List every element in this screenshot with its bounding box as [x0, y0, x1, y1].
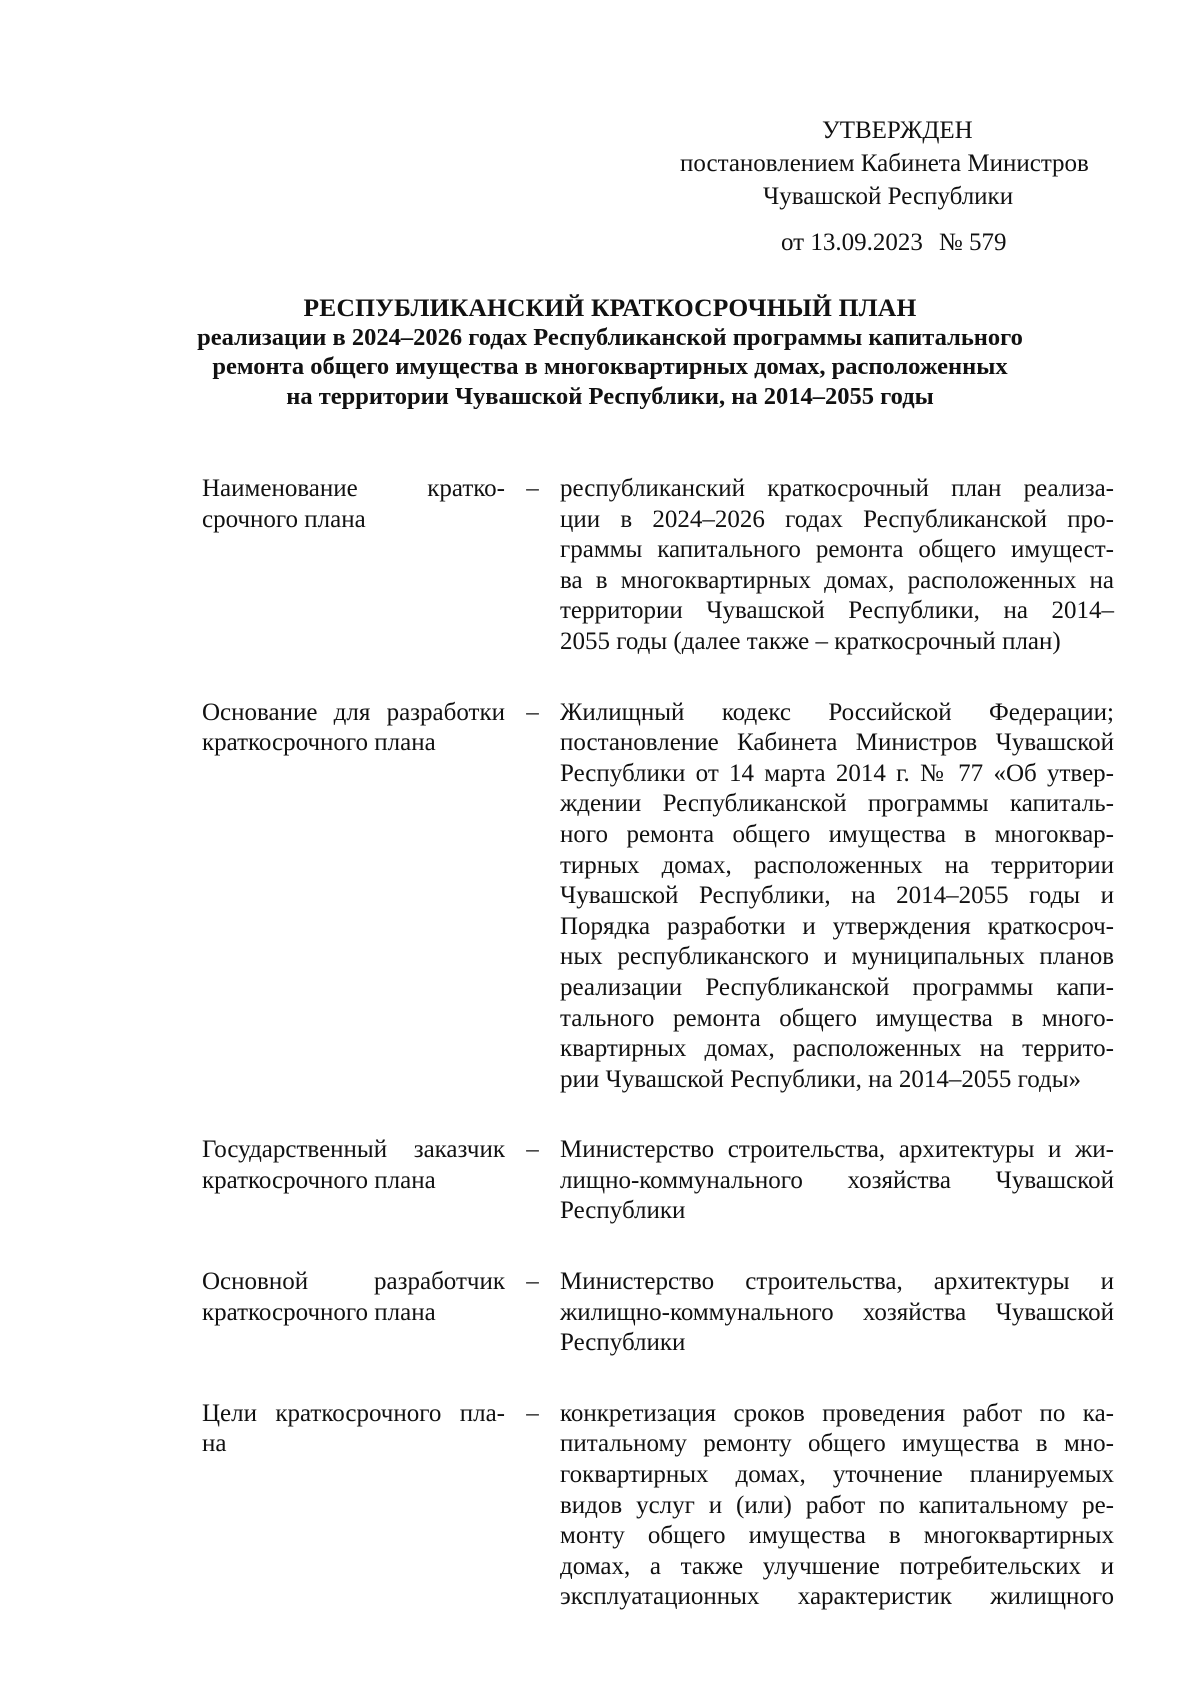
approval-date: от 13.09.2023 [781, 229, 923, 256]
description-line: рии Чувашской Республики, на 2014–2055 годы» [560, 1065, 1081, 1093]
passport-row-description [560, 474, 1114, 658]
passport-row-description [560, 698, 1114, 1096]
approval-stamp [680, 114, 1120, 259]
description-line: ции в 2024–2026 годах Республиканской про- [560, 505, 1114, 533]
description-line: территории Чувашской Республики, на 2014– [560, 597, 1114, 625]
passport-row-dash: – [526, 475, 539, 502]
description-line: питальному ремонту общего имущества в мно- [560, 1430, 1114, 1458]
passport-row-description [560, 1399, 1114, 1613]
passport-row-label [202, 1399, 505, 1460]
description-line: ного ремонта общего имущества в многоквар- [560, 820, 1114, 848]
passport-row [202, 698, 1114, 1096]
label-line: Основание для разработки [202, 698, 505, 726]
passport-row [202, 1399, 1114, 1613]
description-line: Жилищный кодекс Российской Федерации; [560, 698, 1114, 726]
label-line: Цели краткосрочного пла- [202, 1399, 505, 1427]
passport-row-description [560, 1135, 1114, 1227]
approval-number: № 579 [938, 229, 1007, 256]
description-line: реализации Республиканской программы капи- [560, 973, 1114, 1001]
description-line: Министерство строительства, архитектуры и [560, 1268, 1114, 1296]
description-line: эксплуатационных характеристик жилищного [560, 1583, 1114, 1611]
title-line-4: на территории Чувашской Республики, на 2014–2055 годы [286, 382, 934, 410]
label-line: Государственный заказчик [202, 1136, 505, 1164]
description-line: жилищно-коммунального хозяйства Чувашской [560, 1298, 1114, 1326]
passport-row-dash: – [526, 698, 539, 726]
document-title [150, 293, 1070, 411]
description-line: граммы капитального ремонта общего имущест- [560, 536, 1114, 564]
title-line-3: ремонта общего имущества в многоквартирных домах, расположенных [212, 353, 1008, 380]
passport-row-dash: – [526, 1268, 539, 1296]
passport-row-label [202, 474, 505, 535]
description-line: Министерство строительства, архитектуры и жи- [560, 1136, 1114, 1164]
passport-row-description [560, 1267, 1114, 1359]
description-line: тирных домах, расположенных на территории [560, 851, 1114, 879]
description-line: 2055 годы (далее также – краткосрочный план) [560, 627, 1061, 655]
passport-row [202, 1267, 1114, 1359]
description-line: Республики [560, 1197, 686, 1225]
description-line: тального ремонта общего имущества в много- [560, 1004, 1114, 1032]
label-line: срочного плана [202, 505, 366, 533]
description-line: Республики от 14 марта 2014 г. № 77 «Об утвер- [560, 759, 1114, 787]
description-line: ва в многоквартирных домах, расположенных на [560, 566, 1114, 594]
passport-row [202, 474, 1114, 658]
label-line: Основной разработчик [202, 1268, 505, 1296]
description-line: домах, а также улучшение потребительских и [560, 1552, 1114, 1580]
approval-date-number [680, 226, 1120, 259]
description-line: постановление Кабинета Министров Чувашской [560, 729, 1114, 757]
passport-row-dash: – [526, 1136, 539, 1164]
label-line: краткосрочного плана [202, 1298, 436, 1326]
plan-passport-table [202, 474, 1114, 1613]
description-line: конкретизация сроков проведения работ по ка- [560, 1399, 1114, 1427]
description-line: ждении Республиканской программы капиталь- [560, 790, 1114, 818]
description-line: квартирных домах, расположенных на террито- [560, 1035, 1114, 1063]
title-line-1: РЕСПУБЛИКАНСКИЙ КРАТКОСРОЧНЫЙ ПЛАН [303, 293, 917, 322]
approval-republic: Чувашской Республики [763, 183, 1014, 210]
approval-authority: постановлением Кабинета Министров [680, 150, 1089, 177]
passport-row-label [202, 1267, 505, 1328]
description-line: видов услуг и (или) работ по капитальному ре- [560, 1491, 1114, 1519]
passport-row-label [202, 698, 505, 759]
passport-row-dash: – [526, 1399, 539, 1427]
title-line-2: реализации в 2024–2026 годах Республиканской программы капитального [197, 323, 1023, 351]
label-line: краткосрочного плана [202, 729, 436, 757]
approval-heading: УТВЕРЖДЕН [822, 117, 973, 144]
label-line: Наименование кратко- [202, 475, 505, 502]
label-line: краткосрочного плана [202, 1166, 436, 1194]
description-line: республиканский краткосрочный план реализа- [560, 475, 1114, 502]
description-line: монту общего имущества в многоквартирных [560, 1522, 1114, 1550]
label-line: на [202, 1430, 227, 1458]
passport-row [202, 1135, 1114, 1227]
description-line: Чувашской Республики, на 2014–2055 годы и [560, 882, 1114, 910]
description-line: Порядка разработки и утверждения краткосроч- [560, 912, 1114, 940]
description-line: гоквартирных домах, уточнение планируемых [560, 1461, 1114, 1489]
passport-row-label [202, 1135, 505, 1196]
description-line: лищно-коммунального хозяйства Чувашской [560, 1166, 1114, 1194]
description-line: ных республиканского и муниципальных планов [560, 943, 1114, 971]
description-line: Республики [560, 1329, 686, 1357]
